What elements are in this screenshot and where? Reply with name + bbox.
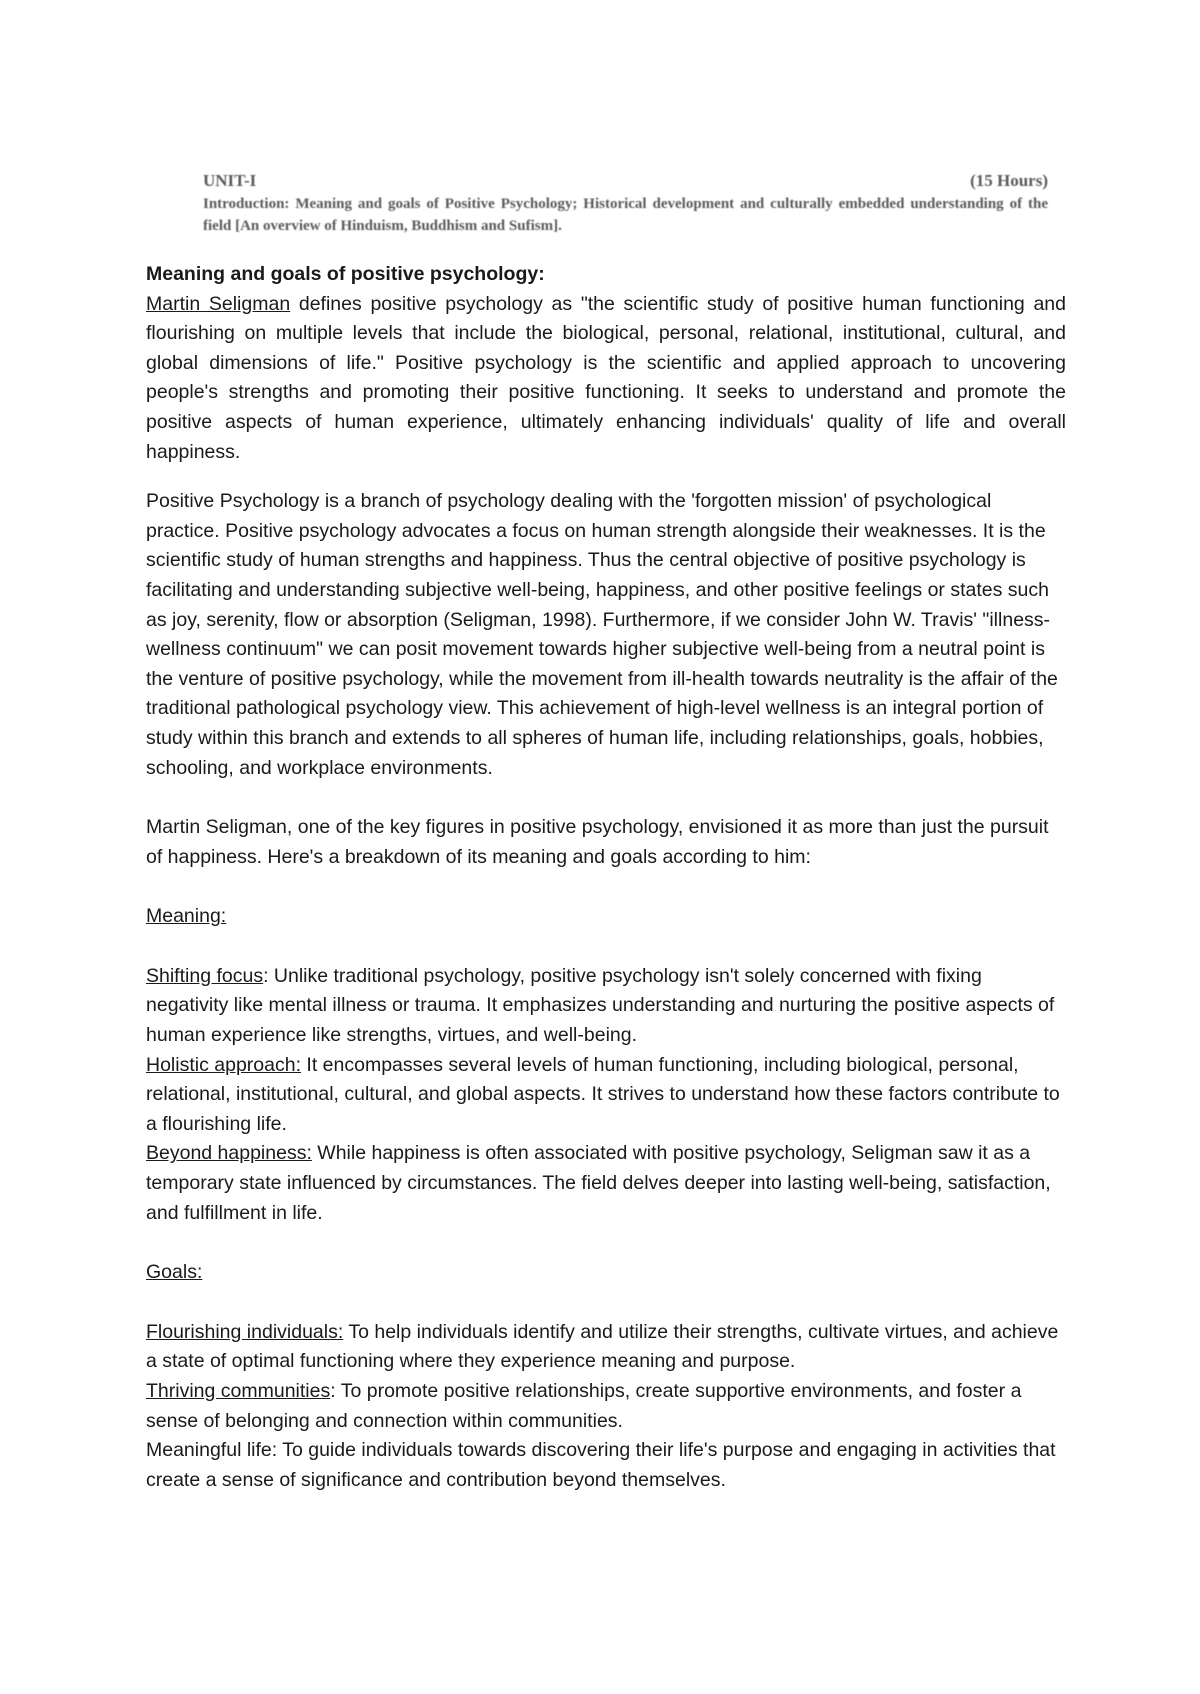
term-beyond-happiness: Beyond happiness: (146, 1142, 312, 1165)
unit-title: UNIT-I (203, 171, 257, 190)
term-holistic-approach: Holistic approach: (146, 1053, 301, 1076)
goal-item-meaningful-life: Meaningful life: To guide individuals towards discovering their life's purpose and engaging in activities that create a sense of significance and contribution beyond themselves. (146, 1439, 1056, 1491)
meaning-item-holistic-approach (146, 1051, 1066, 1140)
term-shifting-focus: Shifting focus (146, 964, 264, 987)
meaning-text-beyond-happiness: While happiness is often associated with positive psychology, Seligman saw it as a temporary state influenced by circumstances. The field delves deeper into lasting well-being, satisfaction, and fulfillment in life. (146, 1142, 1051, 1224)
term-flourishing-individuals: Flourishing individuals: (146, 1320, 344, 1343)
meaning-label: Meaning: (146, 905, 227, 928)
goal-item-thriving-communities (146, 1377, 1066, 1436)
seligman-name: Martin Seligman (146, 292, 291, 315)
intro-paragraph (146, 290, 1066, 468)
paragraph-seligman-breakdown: Martin Seligman, one of the key figures in positive psychology, envisioned it as more than just the pursuit of happiness. Here's a breakdown of its meaning and goals according to him: (146, 816, 1049, 868)
unit-description: Introduction: Meaning and goals of Positive Psychology; Historical development and culturally embedded understanding of the field [An overview of Hinduism, Buddhism and Sufism]. (203, 196, 1048, 234)
document-body (146, 260, 1066, 1495)
goal-text-thriving-communities: : To promote positive relationships, create supportive environments, and foster a sense of belonging and connection within communities. (146, 1380, 1022, 1432)
meaning-item-shifting-focus (146, 962, 1066, 1051)
goal-text-flourishing-individuals: To help individuals identify and utilize their strengths, cultivate virtues, and achieve a state of optimal functioning where they experience meaning and purpose. (146, 1320, 1059, 1373)
term-thriving-communities: Thriving communities (146, 1380, 331, 1402)
intro-text: defines positive psychology as "the scientific study of positive human functioning and flourishing on multiple levels that include the biological, personal, relational, institutional, cultural, and global dimensions of life." Positive psychology is the scientific and applied approach to uncovering people's strengths and promoting their positive functioning. It seeks to understand and promote the positive aspects of human experience, ultimately enhancing individuals' quality of life and overall happiness. (146, 292, 1066, 463)
goal-item-flourishing-individuals (146, 1318, 1066, 1377)
unit-hours: (15 Hours) (970, 171, 1048, 190)
meaning-item-beyond-happiness (146, 1139, 1066, 1228)
paragraph-forgotten-mission: Positive Psychology is a branch of psychology dealing with the 'forgotten mission' of psychological practice. Positive psychology advocates a focus on human strength alongside their weaknesses. It is the scientific study of human strengths and happiness. Thus the central objective of positive psychology is facilitating and understanding subjective well-being, happiness, and other positive feelings or states such as joy, serenity, flow or absorption (Seligman, 1998). Furthermore, if we consider John W. Travis' "illness-wellness continuum" we can posit movement towards higher subjective well-being from a neutral point is the venture of positive psychology, while the movement from ill-health towards neutrality is the affair of the traditional pathological psychology view. This achievement of high-level wellness is an integral portion of study within this branch and extends to all spheres of human life, including relationships, goals, hobbies, schooling, and workplace environments. (146, 490, 1058, 779)
section-heading: Meaning and goals of positive psychology: (146, 263, 545, 285)
goals-label: Goals: (146, 1261, 203, 1284)
meaning-text-holistic-approach: It encompasses several levels of human functioning, including biological, personal, relational, institutional, cultural, and global aspects. It strives to understand how these factors contribute to a flourishing life. (146, 1053, 1060, 1135)
syllabus-excerpt-image (203, 170, 1048, 237)
unit-header (203, 170, 1048, 192)
meaning-text-shifting-focus: : Unlike traditional psychology, positive psychology isn't solely concerned with fixing negativity like mental illness or trauma. It emphasizes understanding and nurturing the positive aspects of human experience like strengths, virtues, and well-being. (146, 964, 1055, 1047)
